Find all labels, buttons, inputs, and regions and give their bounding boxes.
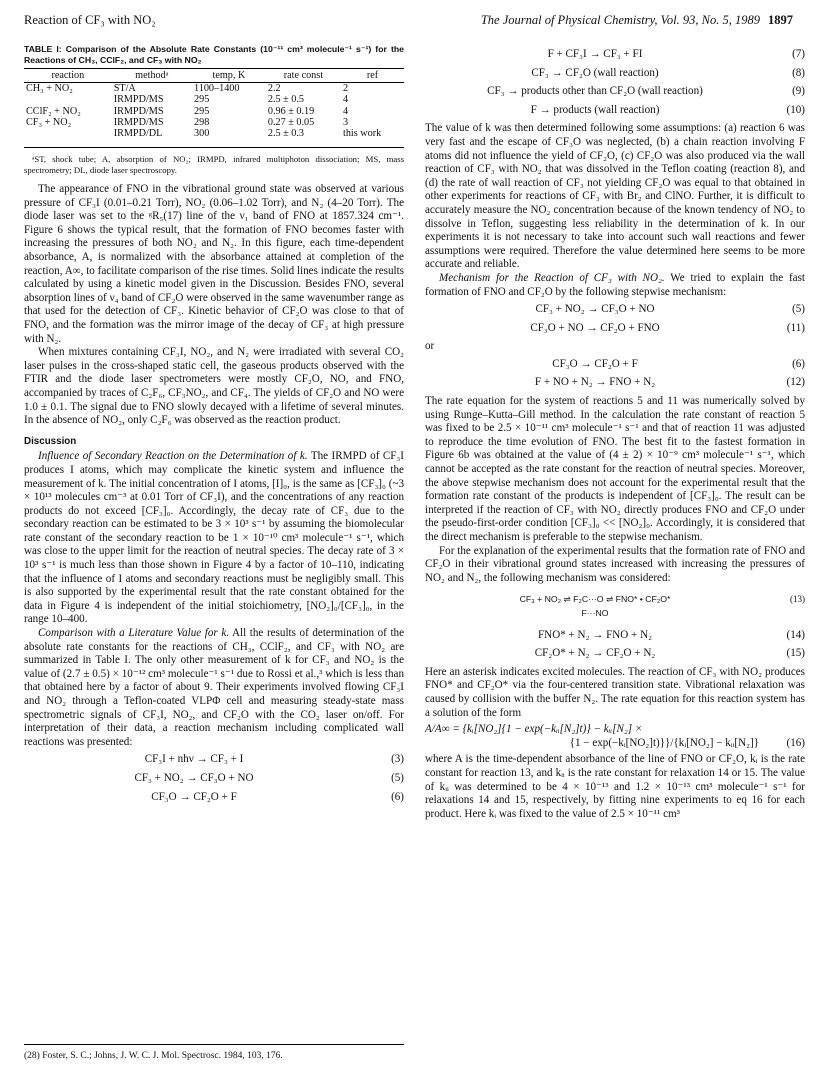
body-paragraph: When mixtures containing CF₃I, NO₂, and N₂ were irradiated with several CO₂ laser pulses in the cross-shaped static cell, the gaseous products observed with the FTIR and the diode laser spectrometers were mostly CF₂O, NO, and FNO, accompanied by traces of C₂F₆, CF₃NO₂, and CF₄. The yields of CF₂O and NO were 1.0 ± 0.1. The signal due to FNO slowly decayed with a lifetime of several minutes. In the absence of NO₂, only C₂F₆ was observed as the reaction product. [24, 346, 404, 427]
table-row [24, 94, 404, 105]
equation-expression: F + NO + N₂ → FNO + N₂ [534, 376, 656, 389]
equation-number: (12) [786, 376, 805, 389]
equation-number: (11) [786, 321, 805, 334]
table-cell: 2.5 ± 0.3 [267, 128, 304, 140]
equation [425, 303, 805, 317]
table-row [24, 83, 404, 95]
equation [425, 376, 805, 390]
left-column [24, 44, 404, 809]
equation-number: (3) [391, 753, 404, 766]
body-paragraph [24, 627, 404, 749]
equation-16-line2-row [425, 737, 805, 751]
table-cell: 295 [194, 105, 210, 117]
equation [425, 48, 805, 62]
or-connector: or [425, 340, 435, 353]
paragraph-run-in-heading: Influence of Secondary Reaction on the Determination of k. [38, 450, 308, 463]
body-paragraph: The value of k was then determined following some assumptions: (a) reaction 6 was very fast and the escape of CF₃O was neglected, (b) a chain reaction involving F atoms did not influence the yield of CF₂O, (c) CF₂O was also produced via the wall reaction of CF₃ with NO₂ that was dissolved in the Teflon coating (reaction 8), and (d) the rate of wall reaction of CF₃ not yielding CF₂O was equal to that obtained in other experiments for reactions of CF₃ with Br₂ and ClNO. Further, it is difficult to accurately measure the NO₂ concentration because of the known tendency of NO₂ to dissolve in Teflon, suggesting less reliability in the determination of k. In our experiments it is not necessary to take into account such wall reactions and fewer assumptions were required. Therefore the value determined here seems to be more accurate and reliable. [425, 122, 805, 271]
table-header-cell: methodᵃ [112, 69, 192, 83]
equation-expression: CF₂O* + N₂ → CF₂O + N₂ [534, 647, 656, 660]
table-header-cell: reaction [24, 69, 112, 83]
table-cell: 4 [342, 94, 349, 106]
equation-expression: FNO* + N₂ → FNO + N₂ [538, 628, 652, 641]
table-cell: 300 [194, 128, 210, 140]
equation [425, 85, 805, 99]
body-paragraph: For the explanation of the experimental results that the formation rate of FNO and CF₂O in their vibrational ground states increased with increasing the pressures of NO₂ and N₂, the following mechanism was considered: [425, 544, 805, 584]
table-row [24, 128, 404, 139]
rate-constant-table [24, 68, 404, 139]
equation-expression: CF₃O → CF₂O + F [552, 357, 638, 370]
page-number: 1897 [768, 13, 793, 27]
table-cell: 2 [342, 83, 349, 95]
section-heading: Discussion [24, 435, 77, 447]
equation-number: (16) [786, 736, 805, 749]
table-cell: 295 [194, 94, 210, 106]
equation-expression [425, 593, 765, 620]
equation-expression: F → products (wall reaction) [530, 103, 660, 116]
body-paragraph [24, 450, 404, 627]
mechanism-scheme: CF₃ + NO₂ ⇌ F₂C···O ⇌ FNO* • CF₂O* [519, 594, 671, 605]
equation-number: (13) [790, 594, 805, 605]
equation-number: (6) [391, 790, 404, 803]
equation [24, 791, 404, 805]
equation-number: (10) [786, 103, 805, 116]
table-cell: this work [342, 128, 382, 140]
equation-expression: F + CF₃I → CF₃ + FI [547, 48, 643, 60]
equation [425, 67, 805, 81]
table-cell [24, 128, 112, 139]
table-cell: 1100–1400 [194, 83, 240, 95]
body-paragraph: where A is the time-dependent absorbance of the line of FNO or CF₂O, kᵢ is the rate constant for reaction 13, and kᵢᵢ is the rate constant for relaxation 14 or 15. The value of kᵢᵢ was determined to be 4 × 10⁻¹³ and 1.2 × 10⁻¹³ cm³ molecule⁻¹ s⁻¹ for relaxations 14 and 15, respectively, by fitting nine experiments to eq 16 for each product. Here kᵢ was fixed to the value of 2.5 × 10⁻¹¹ cm³ [425, 753, 805, 820]
equation [425, 104, 805, 118]
equation-number: (14) [786, 628, 805, 641]
equation [425, 647, 805, 661]
table-cell: IRMPD/MS [113, 94, 164, 106]
table-cell: 0.96 ± 0.19 [267, 105, 315, 117]
table-header-cell: ref [341, 69, 404, 83]
equation-expression: CF₃O + NO → CF₂O + FNO [530, 321, 660, 334]
equation-number: (8) [792, 66, 805, 79]
equation [425, 629, 805, 643]
table-caption: TABLE I: Comparison of the Absolute Rate Constants (10⁻¹¹ cm³ molecule⁻¹ s⁻¹) for the Reactions of CH₃, CClF₂, and CF₃ with NO₂ [24, 44, 404, 65]
equation-number: (15) [786, 647, 805, 660]
equation-number: (9) [792, 85, 805, 98]
equation-expression: CF₃ → CF₂O (wall reaction) [531, 66, 659, 79]
equation [24, 753, 404, 767]
body-paragraph: The appearance of FNO in the vibrational ground state was observed at various pressure of CF₃I (0.01–0.21 Torr), NO₂ (0.06–1.02 Torr), and N₂ (4–20 Torr). The diode laser was set to the ᵍR₅(17) line of the ν₁ band of FNO at 1857.324 cm⁻¹. Figure 6 shows the typical result, that the formation of FNO becomes faster with increasing the pressures of both NO₂ and N₂. In this figure, each time-dependent absorbance, A, is normalized with the absorbance attained at completion of the reaction, A∞, to facilitate comparison of the rise times. Solid lines indicate the results calculated by using a kinetic model given in the Discussion. Besides FNO, several absorption lines of ν₄ band of CF₂O were observed in the same wavenumber range as that used for the detection of CF₃. Kinetic behavior of CF₂O was close to that of FNO, and the formation was the mirror image of the decay of CF₃ at high pressure with N₂. [24, 183, 404, 345]
table-footnote: ᵃST, shock tube; A, absorption of NO₂; IRMPD, infrared multiphoton dissociation; MS, mass spectrometry; DL, diode laser spectroscopy. [24, 147, 404, 175]
table-cell: 2.2 [267, 83, 281, 95]
table-row [24, 117, 404, 128]
paragraph-run-in-heading: Mechanism for the Reaction of CF₃ with NO₂. [439, 271, 665, 284]
equation-number: (7) [792, 48, 805, 60]
table-row [24, 106, 404, 117]
table-cell: 298 [194, 116, 210, 128]
body-paragraph: Here an asterisk indicates excited molecules. The reaction of CF₃ with NO₂ produces FNO* and CF₂O* via the four-centered transition state. Vibrational relaxation was caused by collision with the buffer N₂. The rate equation for this reaction system has a solution of the form [425, 665, 805, 719]
table-cell [24, 94, 112, 105]
transition-state-label: F···NO [581, 607, 609, 618]
table-cell: ST/A [113, 83, 136, 95]
equation-number: (6) [792, 357, 805, 370]
table-cell: 0.27 ± 0.05 [267, 116, 315, 128]
body-paragraph [425, 272, 805, 299]
equation [425, 322, 805, 336]
reference-footnote: (28) Foster, S. C.; Johns, J. W. C. J. Mol. Spectrosc. 1984, 103, 176. [24, 1044, 404, 1062]
table-cell: 4 [342, 105, 349, 117]
equation-expression: CF₃ + NO₂ → CF₃O + NO [535, 303, 655, 316]
table-cell: CF₃ + NO₂ [26, 116, 72, 128]
running-header: Reaction of CF₃ with NO₂ [24, 13, 156, 27]
journal-name: The Journal of Physical Chemistry, Vol. 93, No. 5, 1989 [480, 13, 760, 27]
paragraph-text: We tried to explain the fast formation of FNO and CF₂O by the following stepwise mechanism: [425, 271, 805, 298]
table-cell: 2.5 ± 0.5 [267, 94, 304, 106]
table-cell: IRMPD/MS [113, 105, 164, 117]
paragraph-run-in-heading: Comparison with a Literature Value for k. [38, 627, 230, 640]
equation-16-line2: {1 − exp(−kᵢ[NO₂]t)}}/{kᵢ[NO₂] − kᵢᵢ[N₂]} [569, 736, 759, 749]
journal-header [481, 12, 793, 28]
equation-expression: CF₃ → products other than CF₂O (wall reaction) [487, 85, 703, 98]
table-header-cell: rate const [266, 69, 341, 83]
body-paragraph: The rate equation for the system of reactions 5 and 11 was numerically solved by using Runge–Kutta–Gill method. In the calculation the rate constant of reaction 5 was fixed to be 2.5 × 10⁻¹¹ cm³ molecule⁻¹ s⁻¹ and that of reaction 11 was adjusted to reproduce the time evolution of FNO. The best fit to the fastest formation in Figure 6b was obtained at the value of (4 ± 2) × 10⁻⁹ cm³ molecule⁻¹ s⁻¹, which cannot be accepted as the rate constant for the reaction of neutral species. Moreover, the above stepwise mechanism does not account for the experimental result that the formation rate constant of the products is independent of [CF₃]₀. The result can be interpreted if the reaction of CF₃ with NO₂ directly produces FNO and CF₂O under the pseudo-first-order condition [CF₃]₀ << [NO₂]₀. Accordingly, it is considered that the direct mechanism is preferable to the stepwise mechanism. [425, 395, 805, 543]
table-cell: 3 [342, 116, 349, 128]
table-cell: CH₃ + NO₂ [26, 83, 73, 95]
equation-16-line1: A/A∞ = {kᵢ[NO₂]{1 − exp(−kᵢᵢ[N₂]t)} − kᵢᵢ[N₂] × [425, 723, 643, 736]
right-column [425, 44, 805, 821]
equation-expression: CF₃ + NO₂ → CF₃O + NO [134, 771, 254, 784]
equation-expression: CF₃I + nhν → CF₃ + I [144, 753, 244, 766]
paragraph-text: The IRMPD of CF₃I produces I atoms, which may complicate the kinetic system and influence the measurement of k. The initial concentration of I atoms, [I]₀, is the same as [CF₃]₀ (~3 × 10¹³ molecules cm⁻³ at 0.01 Torr of CF₃I), and the concentrations of any reaction products do not exceed [CF₃]₀. Accordingly, the decay rate of CF₃ due to the secondary reaction can be estimated to be 3 × 10³ s⁻¹ by assuming the biomolecular rate constant of the secondary reaction to be 1 × 10⁻¹⁰ cm³ molecule⁻¹ s⁻¹, which was close to the upper limit for the reaction of neutral species. The decay rate of 3 × 10³ s⁻¹ is much less than those shown in Figure 4 by a factor of 10–110, indicating that the influence of I atoms and secondary reactions must be negligibly small. This is also supported by the experimental result that the rate constant obtained for the data in Figure 4 is independent of the initial stoichiometry, [NO₂]₀/[CF₃]₀, in the range 10–400. [24, 450, 404, 626]
table-cell: IRMPD/MS [113, 116, 164, 128]
table-header-cell: temp, K [192, 69, 266, 83]
table-cell: CClF₂ + NO₂ [26, 105, 81, 117]
table-cell: IRMPD/DL [113, 128, 163, 140]
equation-16 [425, 723, 805, 750]
mechanism-equation [425, 593, 805, 620]
equation [425, 358, 805, 372]
equation-expression: CF₃O → CF₂O + F [151, 790, 237, 803]
equation [24, 772, 404, 786]
paragraph-text: All the results of determination of the absolute rate constants for the reactions of CH₃, CClF₂, and CF₃ with NO₂ are summarized in Table I. The only other measurement of k for CF₃ and NO₂ is the value of (2.7 ± 0.5) × 10⁻¹² cm³ molecule⁻¹ s⁻¹ due to Rossi et al.,³ which is less than that obtained here by a factor of about 9. Their experiments involved flowing CF₃I and NO₂ through a Teflon-coated VLPΦ cell and measuring steady-state mass spectrometric signals of CF₃I, NO₂, and CF₂O with the CO₂ laser on/off. For interpretation of their data, a reaction mechanism including complicated wall reactions was presented: [24, 627, 404, 748]
equation-number: (5) [391, 771, 404, 784]
equation-number: (5) [792, 303, 805, 316]
